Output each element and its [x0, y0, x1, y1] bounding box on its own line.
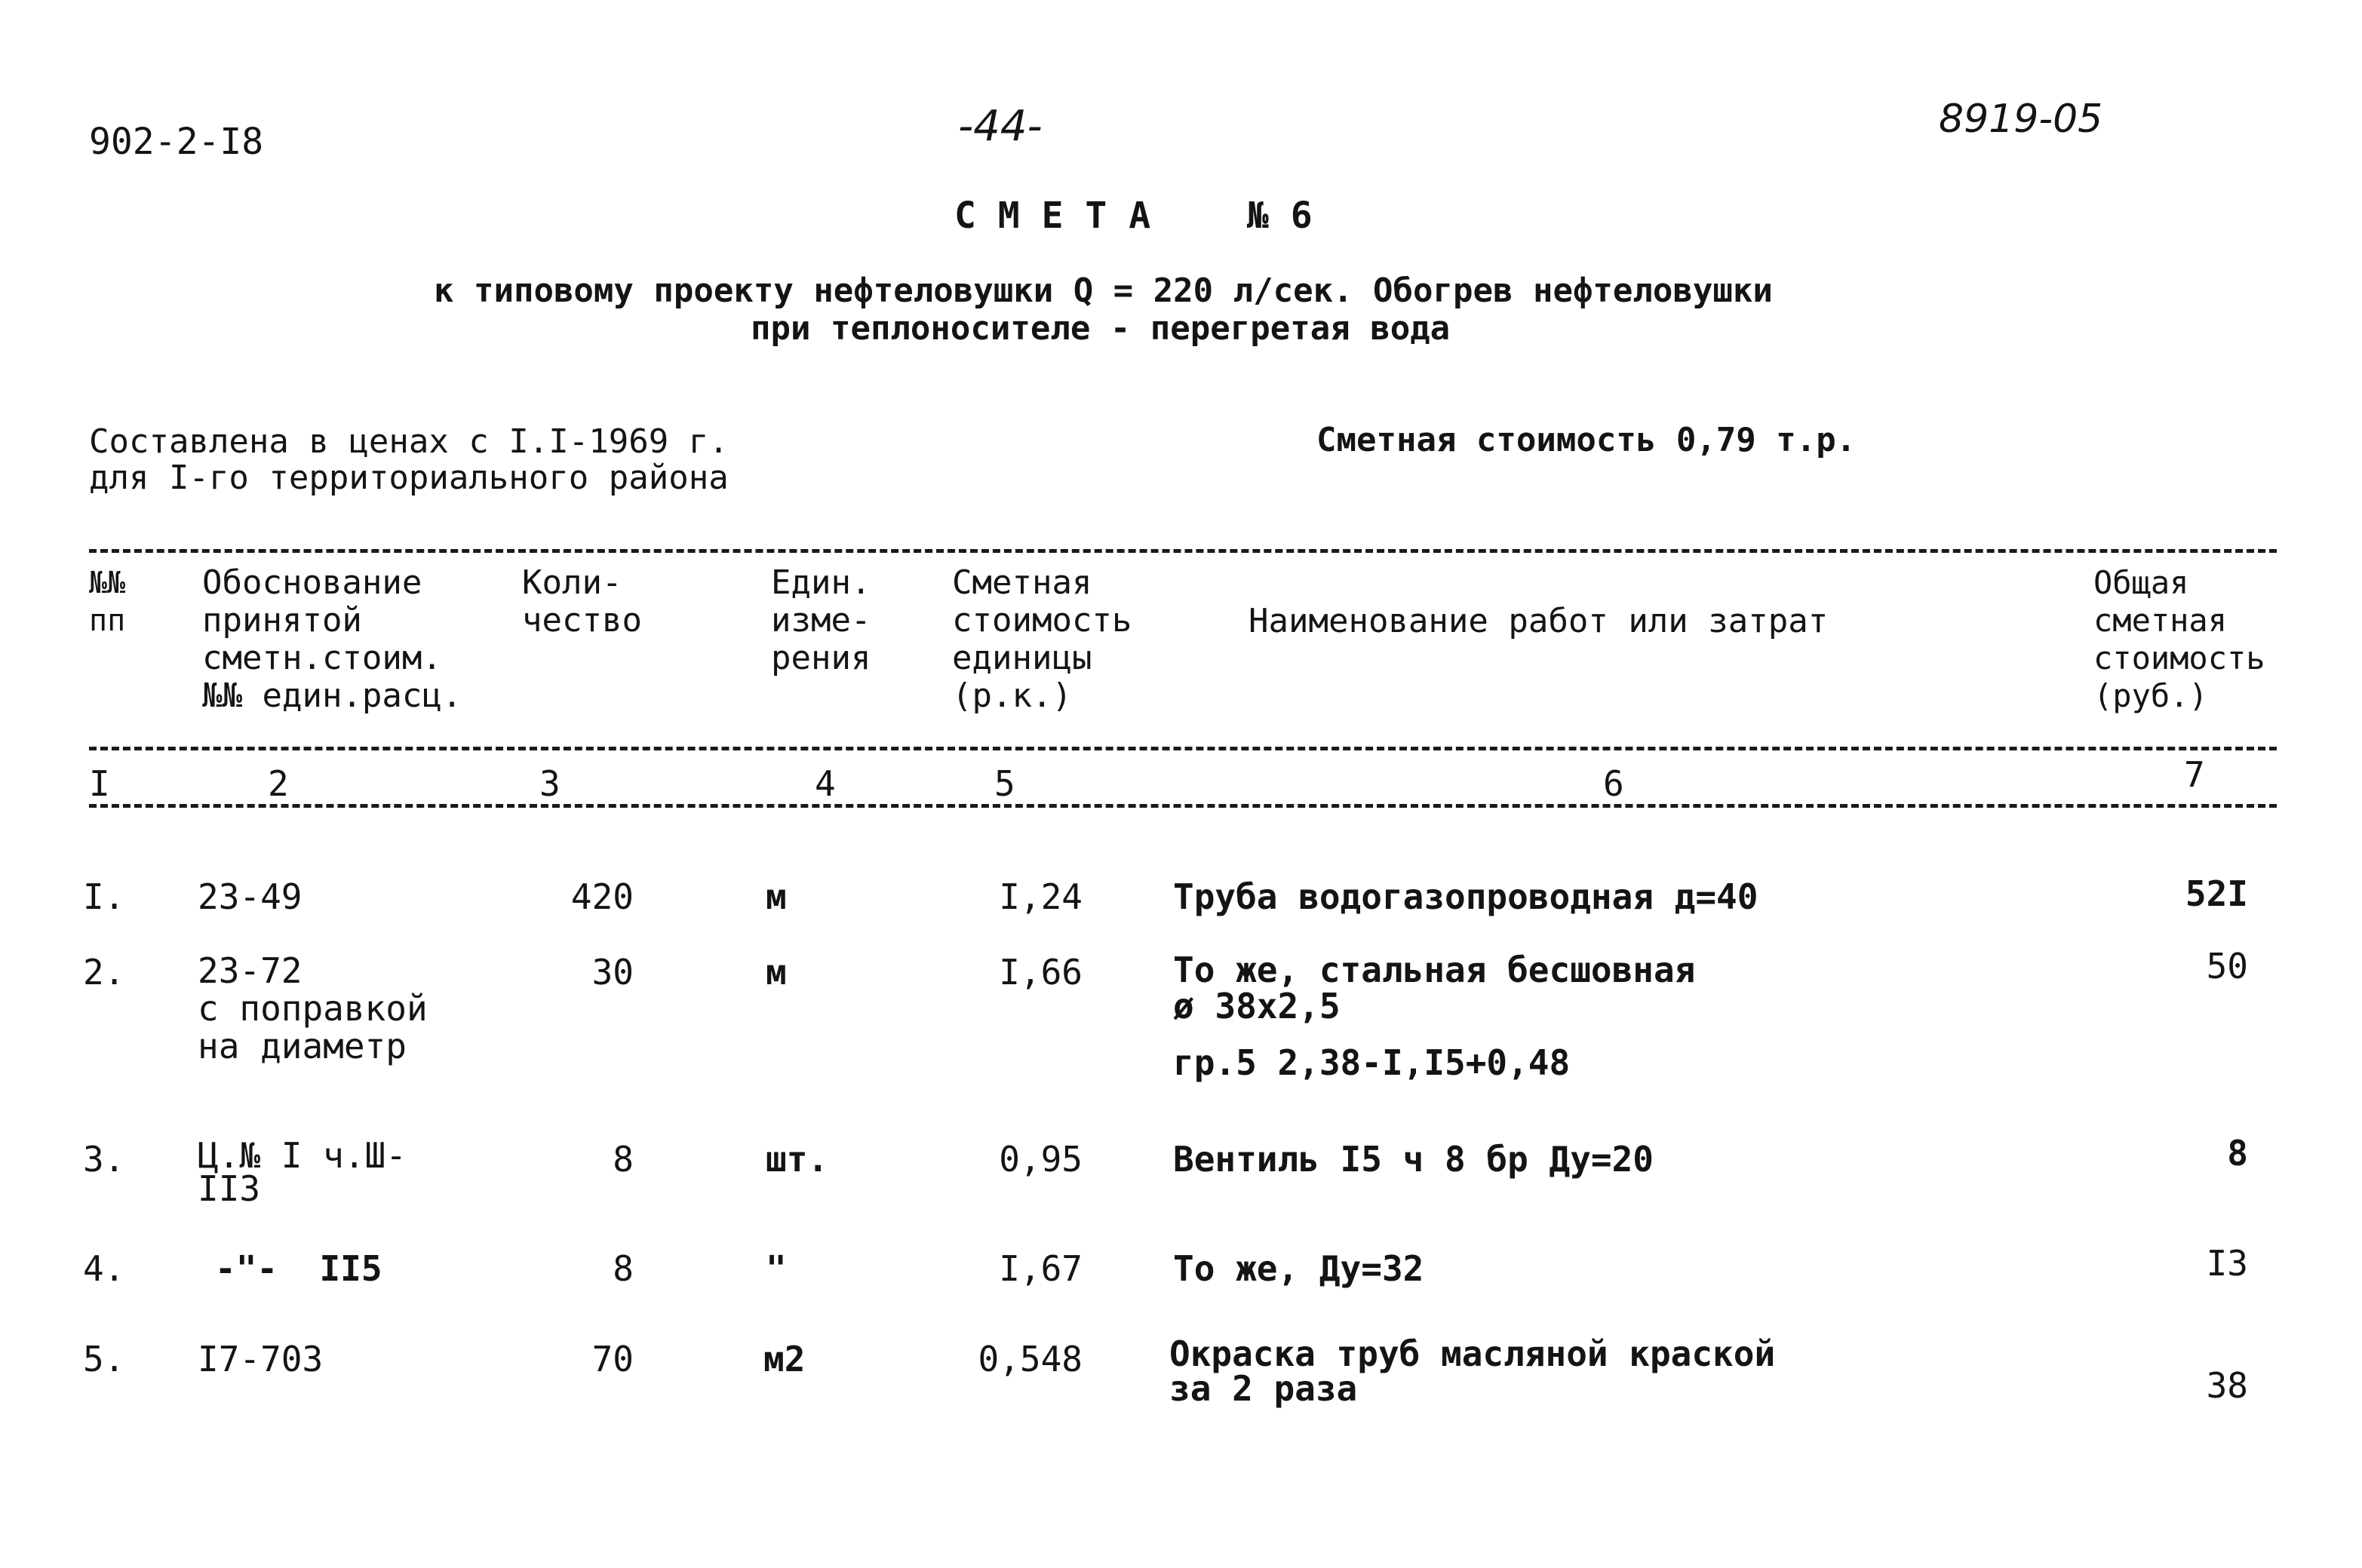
row-number: 5. — [83, 1339, 125, 1379]
column-number-1: I — [89, 763, 110, 804]
row-quantity: 8 — [613, 1248, 634, 1289]
row-total: 50 — [2206, 946, 2248, 987]
prices-line-2: для I-го территориального района — [89, 459, 729, 497]
document-title — [954, 195, 1313, 237]
header-col-1: №№ пп — [89, 566, 126, 638]
row-basis: -"- II5 — [215, 1248, 382, 1289]
column-number-2: 2 — [268, 763, 289, 804]
row-unit: шт. — [766, 1139, 829, 1180]
row-unit-cost: 0,95 — [999, 1139, 1083, 1180]
row-unit-cost: I,24 — [999, 876, 1083, 917]
column-number-4: 4 — [815, 763, 836, 804]
row-unit: м — [766, 952, 787, 993]
row-total: 38 — [2206, 1365, 2248, 1406]
subtitle-line-2: при теплоносителе - перегретая вода — [751, 309, 1451, 348]
row-work-name: Труба водогазопроводная д=40 — [1173, 876, 1758, 917]
document-number: 8919-05 — [1939, 97, 2103, 142]
row-unit: м — [766, 876, 787, 917]
row-number: 4. — [83, 1248, 125, 1289]
subtitle-line-1: к типовому проекту нефтеловушки Q = 220 л/сек. Обогрев нефтеловушки — [434, 272, 1773, 310]
header-col-5: Сметная стоимость единицы (р.к.) — [952, 563, 1132, 715]
project-code: 902-2-I8 — [89, 121, 264, 163]
row-unit: " — [766, 1248, 787, 1289]
row-unit-cost: I,67 — [999, 1248, 1083, 1289]
column-number-5: 5 — [994, 763, 1015, 804]
row-unit-cost: I,66 — [999, 952, 1083, 993]
row-basis: 23-49 — [198, 876, 303, 917]
row-unit: м2 — [763, 1339, 806, 1379]
row-total: I3 — [2206, 1243, 2248, 1284]
row-quantity: 30 — [591, 952, 634, 993]
row-quantity: 70 — [591, 1339, 634, 1379]
title-number: № 6 — [1246, 195, 1313, 237]
row-work-name: То же, Ду=32 — [1173, 1248, 1424, 1289]
header-col-2: Обоснование принятой сметн.стоим. №№ един.расц. — [202, 563, 462, 715]
column-numbers-rule — [89, 804, 2277, 808]
column-number-6: 6 — [1603, 763, 1624, 804]
row-unit-cost: 0,548 — [978, 1339, 1083, 1379]
header-col-6: Наименование работ или затрат — [1249, 602, 1829, 640]
row-total: 52I — [2185, 873, 2248, 914]
row-basis: I7-703 — [198, 1339, 324, 1379]
header-col-4: Един. изме- рения — [771, 563, 871, 677]
table-top-rule — [89, 549, 2277, 553]
row-number: 2. — [83, 952, 125, 993]
header-col-3: Коли- чество — [522, 563, 642, 640]
row-basis: Ц.№ I ч.Ш- II3 — [198, 1135, 407, 1209]
row-work-name: Вентиль I5 ч 8 бр Ду=20 — [1173, 1139, 1654, 1180]
title-word: С М Е Т А — [954, 195, 1151, 237]
header-col-7: Общая сметная стоимость (руб.) — [2093, 564, 2265, 714]
column-number-3: 3 — [539, 763, 561, 804]
row-work-name: Окраска труб масляной краской за 2 раза — [1169, 1333, 1776, 1409]
estimated-cost: Сметная стоимость 0,79 т.р. — [1316, 421, 1857, 459]
row-number: I. — [83, 876, 125, 917]
prices-line-1: Составлена в ценах с I.I-1969 г. — [89, 422, 729, 461]
row-work-name: То же, стальная бесшовная ø 38х2,5 — [1173, 950, 1696, 1026]
row-work-name-extra: гр.5 2,38-I,I5+0,48 — [1173, 1042, 1571, 1083]
page-number: -44- — [958, 102, 1043, 151]
row-quantity: 8 — [613, 1139, 634, 1180]
row-number: 3. — [83, 1139, 125, 1180]
column-number-7: 7 — [2184, 754, 2205, 795]
row-quantity: 420 — [570, 876, 634, 917]
row-basis: 23-72 с поправкой на диаметр — [198, 950, 428, 1066]
header-bottom-rule — [89, 747, 2277, 750]
row-total: 8 — [2227, 1133, 2248, 1174]
